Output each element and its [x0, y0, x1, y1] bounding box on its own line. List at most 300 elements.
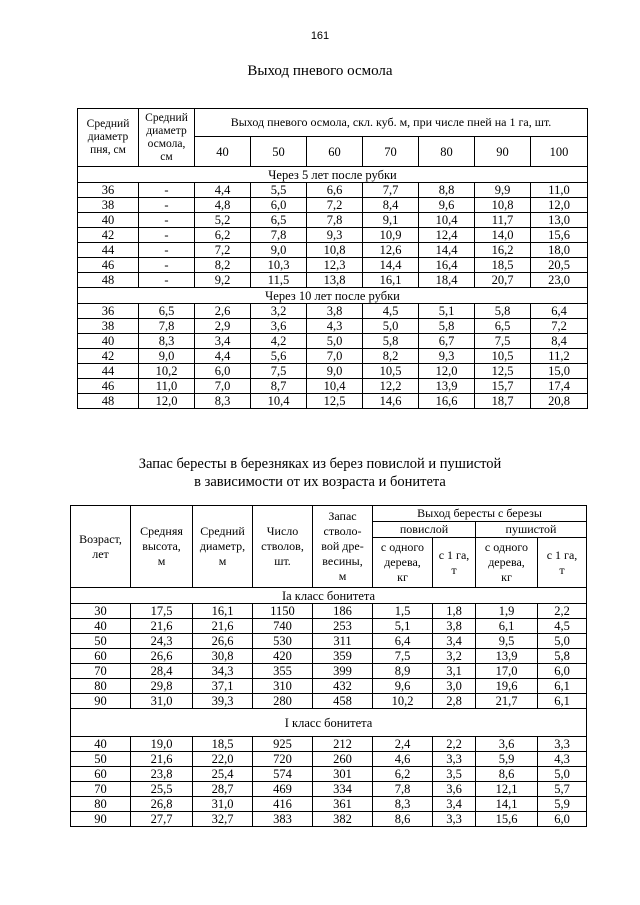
section-row	[71, 709, 587, 737]
table2-body	[71, 588, 587, 827]
table-cell: 12,4	[419, 228, 475, 243]
col-header-per-ha: с 1 га, т	[433, 538, 476, 588]
table-cell: 458	[313, 694, 373, 709]
table-cell: 9,3	[419, 349, 475, 364]
table-cell: 6,2	[195, 228, 251, 243]
table-cell: 11,0	[531, 183, 588, 198]
table-cell: 5,8	[419, 319, 475, 334]
table-cell: 12,6	[363, 243, 419, 258]
table-cell: 15,7	[475, 379, 531, 394]
table-row	[71, 767, 587, 782]
table-row	[78, 394, 588, 409]
table-cell: 25,4	[193, 767, 253, 782]
table-cell: 13,8	[307, 273, 363, 288]
col-header-diameter: Средний диаметр, м	[193, 506, 253, 588]
table-cell: 740	[253, 619, 313, 634]
table-cell: 46	[78, 379, 139, 394]
table-cell: 46	[78, 258, 139, 273]
table-cell: 44	[78, 243, 139, 258]
count-header: 60	[307, 137, 363, 167]
table-cell: 311	[313, 634, 373, 649]
table-row	[78, 364, 588, 379]
table-cell: 48	[78, 394, 139, 409]
col-header-stump-diameter: Средний диаметр пня, см	[78, 109, 139, 167]
stump-resin-table	[77, 108, 588, 409]
group-header-resin-yield: Выход пневого осмола, скл. куб. м, при числе пней на 1 га, шт.	[195, 109, 588, 137]
table-row	[78, 198, 588, 213]
table-cell: 40	[71, 737, 131, 752]
table-cell: 9,0	[251, 243, 307, 258]
table-row	[78, 349, 588, 364]
subheader-povislaya: повислой	[373, 522, 476, 538]
table-cell: 8,3	[195, 394, 251, 409]
table-cell: 432	[313, 679, 373, 694]
table-cell: 25,5	[131, 782, 193, 797]
table-cell: 6,7	[419, 334, 475, 349]
table-cell: 7,5	[251, 364, 307, 379]
table-cell: 7,8	[373, 782, 433, 797]
table-row	[71, 694, 587, 709]
table-cell: 37,1	[193, 679, 253, 694]
table-cell: 21,6	[131, 619, 193, 634]
table-cell: 1,8	[433, 604, 476, 619]
table-cell: 6,5	[251, 213, 307, 228]
table-cell: 2,6	[195, 304, 251, 319]
table-cell: 80	[71, 797, 131, 812]
table-cell: 5,8	[363, 334, 419, 349]
table-cell: 10,4	[419, 213, 475, 228]
table-row	[71, 679, 587, 694]
table-cell: 8,6	[476, 767, 538, 782]
page-number: 161	[310, 30, 330, 42]
col-header-per-tree: с одного дерева, кг	[373, 538, 433, 588]
table-row	[71, 619, 587, 634]
count-header: 80	[419, 137, 475, 167]
col-header-resin-diameter: Средний диаметр осмола, см	[139, 109, 195, 167]
table-cell: 6,0	[251, 198, 307, 213]
table-cell: 20,5	[531, 258, 588, 273]
table-cell: 7,5	[373, 649, 433, 664]
table-cell: 6,6	[307, 183, 363, 198]
table-cell: 3,0	[433, 679, 476, 694]
table-cell: 9,0	[307, 364, 363, 379]
table-cell: 5,8	[538, 649, 587, 664]
col-header-per-tree: с одного дерева, кг	[476, 538, 538, 588]
table-cell: 8,3	[373, 797, 433, 812]
table-cell: 5,1	[373, 619, 433, 634]
table-cell: 10,5	[363, 364, 419, 379]
table-cell: 24,3	[131, 634, 193, 649]
table-cell: 11,7	[475, 213, 531, 228]
table-cell: -	[139, 243, 195, 258]
table-cell: 14,4	[419, 243, 475, 258]
table-cell: 8,4	[531, 334, 588, 349]
table-cell: 10,4	[307, 379, 363, 394]
table-cell: 14,1	[476, 797, 538, 812]
table-cell: 3,2	[251, 304, 307, 319]
table-cell: 2,9	[195, 319, 251, 334]
table-cell: 334	[313, 782, 373, 797]
table-cell: 260	[313, 752, 373, 767]
table-cell: 11,5	[251, 273, 307, 288]
col-header-age: Возраст, лет	[71, 506, 131, 588]
table-row	[78, 379, 588, 394]
table-cell: 21,6	[131, 752, 193, 767]
table-cell: 6,4	[373, 634, 433, 649]
table-cell: 7,8	[307, 213, 363, 228]
table-cell: -	[139, 183, 195, 198]
table-row	[71, 649, 587, 664]
table-cell: 27,7	[131, 812, 193, 827]
table-cell: 6,5	[139, 304, 195, 319]
table-cell: 34,3	[193, 664, 253, 679]
table-cell: 12,3	[307, 258, 363, 273]
table-cell: 5,1	[419, 304, 475, 319]
table-cell: 310	[253, 679, 313, 694]
table-cell: 3,1	[433, 664, 476, 679]
table-cell: 280	[253, 694, 313, 709]
table-cell: 38	[78, 319, 139, 334]
table-cell: 20,7	[475, 273, 531, 288]
table-cell: 9,2	[195, 273, 251, 288]
table-cell: 530	[253, 634, 313, 649]
table-cell: 12,5	[307, 394, 363, 409]
table-cell: 38	[78, 198, 139, 213]
table-cell: 18,7	[475, 394, 531, 409]
col-header-wood-stock: Запас стволо- вой дре- весины, м	[313, 506, 373, 588]
col-header-per-ha: с 1 га, т	[538, 538, 587, 588]
table-cell: 4,2	[251, 334, 307, 349]
table-cell: 4,3	[307, 319, 363, 334]
table-cell: -	[139, 213, 195, 228]
table-cell: 90	[71, 812, 131, 827]
table-cell: 50	[71, 752, 131, 767]
table-cell: 8,7	[251, 379, 307, 394]
table-cell: 7,2	[307, 198, 363, 213]
table-cell: 23,8	[131, 767, 193, 782]
col-header-height: Средняя высота, м	[131, 506, 193, 588]
table-cell: 1,9	[476, 604, 538, 619]
table-cell: 8,9	[373, 664, 433, 679]
table-cell: 9,1	[363, 213, 419, 228]
table-cell: 11,2	[531, 349, 588, 364]
table-cell: 361	[313, 797, 373, 812]
table-cell: 399	[313, 664, 373, 679]
count-header: 40	[195, 137, 251, 167]
section-row	[71, 588, 587, 604]
table-cell: 30	[71, 604, 131, 619]
table-cell: 8,3	[139, 334, 195, 349]
table-cell: 469	[253, 782, 313, 797]
table-cell: 3,3	[433, 752, 476, 767]
table-cell: 15,6	[531, 228, 588, 243]
table-cell: 7,2	[531, 319, 588, 334]
table-cell: 14,6	[363, 394, 419, 409]
table-cell: 80	[71, 679, 131, 694]
table-cell: 70	[71, 664, 131, 679]
table-row	[78, 319, 588, 334]
table-cell: 16,2	[475, 243, 531, 258]
table-cell: 10,4	[251, 394, 307, 409]
table-cell: 10,8	[475, 198, 531, 213]
table-cell: 6,5	[475, 319, 531, 334]
table-cell: 10,9	[363, 228, 419, 243]
table-cell: 3,3	[433, 812, 476, 827]
table-cell: 9,3	[307, 228, 363, 243]
table-cell: 10,3	[251, 258, 307, 273]
table-cell: 15,6	[476, 812, 538, 827]
table-cell: 4,8	[195, 198, 251, 213]
table-cell: 2,2	[433, 737, 476, 752]
table-cell: 2,2	[538, 604, 587, 619]
table1-title: Выход пневого осмола	[247, 63, 393, 79]
table-cell: 14,4	[363, 258, 419, 273]
table-cell: 70	[71, 782, 131, 797]
table-row	[71, 752, 587, 767]
table-cell: 186	[313, 604, 373, 619]
table-row	[71, 664, 587, 679]
table-cell: 12,2	[363, 379, 419, 394]
table-cell: 416	[253, 797, 313, 812]
table-cell: 31,0	[193, 797, 253, 812]
table-row	[78, 334, 588, 349]
table-cell: 3,4	[433, 797, 476, 812]
table-cell: 5,7	[538, 782, 587, 797]
table-row	[78, 273, 588, 288]
table-cell: 8,6	[373, 812, 433, 827]
table-row	[71, 797, 587, 812]
table-cell: 16,1	[193, 604, 253, 619]
table-cell: 15,0	[531, 364, 588, 379]
count-header: 70	[363, 137, 419, 167]
table-cell: 3,8	[307, 304, 363, 319]
table-cell: 6,1	[538, 694, 587, 709]
table-cell: 3,3	[538, 737, 587, 752]
table-cell: 48	[78, 273, 139, 288]
table-cell: 382	[313, 812, 373, 827]
section-label: Через 5 лет после рубки	[78, 167, 588, 183]
table-cell: 5,9	[538, 797, 587, 812]
table-cell: 925	[253, 737, 313, 752]
table1-body	[78, 167, 588, 409]
table-cell: 19,6	[476, 679, 538, 694]
section-label: Iа класс бонитета	[71, 588, 587, 604]
table-cell: 3,5	[433, 767, 476, 782]
table-row	[78, 258, 588, 273]
table-cell: 12,0	[419, 364, 475, 379]
table-cell: 301	[313, 767, 373, 782]
table-cell: 60	[71, 649, 131, 664]
table-cell: 4,3	[538, 752, 587, 767]
group-header-bark-yield: Выход бересты с березы	[373, 506, 587, 522]
table-cell: 13,0	[531, 213, 588, 228]
table-cell: 32,7	[193, 812, 253, 827]
table-cell: 7,0	[195, 379, 251, 394]
table-cell: 21,7	[476, 694, 538, 709]
table-cell: 31,0	[131, 694, 193, 709]
table-cell: 7,8	[139, 319, 195, 334]
table-cell: -	[139, 273, 195, 288]
table-cell: 2,4	[373, 737, 433, 752]
table-cell: 18,5	[475, 258, 531, 273]
table-cell: -	[139, 258, 195, 273]
table-cell: 28,7	[193, 782, 253, 797]
count-header: 50	[251, 137, 307, 167]
table-cell: 212	[313, 737, 373, 752]
col-header-stem-count: Число стволов, шт.	[253, 506, 313, 588]
section-label: I класс бонитета	[71, 709, 587, 737]
subheader-pushistaya: пушистой	[476, 522, 587, 538]
table-cell: 5,0	[538, 767, 587, 782]
table-cell: 36	[78, 183, 139, 198]
table-cell: 12,0	[531, 198, 588, 213]
table-cell: 18,0	[531, 243, 588, 258]
table-row	[78, 243, 588, 258]
table-cell: 5,2	[195, 213, 251, 228]
table-cell: 3,6	[476, 737, 538, 752]
table-cell: 40	[71, 619, 131, 634]
table-row	[71, 812, 587, 827]
table-cell: 7,5	[475, 334, 531, 349]
table-cell: 6,2	[373, 767, 433, 782]
table-cell: 4,6	[373, 752, 433, 767]
table-cell: 383	[253, 812, 313, 827]
table-cell: 720	[253, 752, 313, 767]
table-cell: 16,4	[419, 258, 475, 273]
table-cell: 21,6	[193, 619, 253, 634]
table-cell: 253	[313, 619, 373, 634]
table-cell: 39,3	[193, 694, 253, 709]
table-row	[78, 304, 588, 319]
table-cell: 10,2	[373, 694, 433, 709]
table-cell: 20,8	[531, 394, 588, 409]
table-cell: 22,0	[193, 752, 253, 767]
table-cell: 6,0	[538, 664, 587, 679]
table-row	[78, 213, 588, 228]
table-cell: 4,4	[195, 349, 251, 364]
table-row	[71, 782, 587, 797]
table-cell: 5,0	[307, 334, 363, 349]
table-cell: 9,5	[476, 634, 538, 649]
count-header: 90	[475, 137, 531, 167]
table-cell: 8,8	[419, 183, 475, 198]
table-row	[78, 183, 588, 198]
table-cell: 10,5	[475, 349, 531, 364]
table-cell: 26,8	[131, 797, 193, 812]
section-row	[78, 167, 588, 183]
table-cell: 13,9	[419, 379, 475, 394]
table-cell: 5,5	[251, 183, 307, 198]
table-cell: 420	[253, 649, 313, 664]
table-cell: 9,6	[419, 198, 475, 213]
table-cell: 50	[71, 634, 131, 649]
table-cell: -	[139, 228, 195, 243]
table-cell: 6,0	[195, 364, 251, 379]
table-cell: 26,6	[131, 649, 193, 664]
table-cell: 17,5	[131, 604, 193, 619]
table-cell: 30,8	[193, 649, 253, 664]
table-row	[71, 737, 587, 752]
table-cell: 9,0	[139, 349, 195, 364]
table-cell: 1,5	[373, 604, 433, 619]
table-cell: 23,0	[531, 273, 588, 288]
table-cell: 17,0	[476, 664, 538, 679]
table-cell: 10,8	[307, 243, 363, 258]
table-cell: 60	[71, 767, 131, 782]
table-cell: 13,9	[476, 649, 538, 664]
table-cell: 3,4	[195, 334, 251, 349]
count-header: 100	[531, 137, 588, 167]
table-cell: 18,5	[193, 737, 253, 752]
table-cell: 4,5	[538, 619, 587, 634]
table-cell: 7,2	[195, 243, 251, 258]
table-cell: 8,2	[195, 258, 251, 273]
table-cell: 6,1	[476, 619, 538, 634]
table-cell: 1150	[253, 604, 313, 619]
table-cell: 5,9	[476, 752, 538, 767]
table-cell: 9,6	[373, 679, 433, 694]
table-cell: 11,0	[139, 379, 195, 394]
table-cell: 16,1	[363, 273, 419, 288]
table-cell: 16,6	[419, 394, 475, 409]
table-cell: 40	[78, 213, 139, 228]
table-cell: 3,6	[433, 782, 476, 797]
table-cell: 10,2	[139, 364, 195, 379]
table-cell: 5,8	[475, 304, 531, 319]
table-row	[71, 634, 587, 649]
table-cell: 26,6	[193, 634, 253, 649]
table-cell: 3,8	[433, 619, 476, 634]
section-row	[78, 288, 588, 304]
section-label: Через 10 лет после рубки	[78, 288, 588, 304]
table-cell: 12,5	[475, 364, 531, 379]
table-cell: 9,9	[475, 183, 531, 198]
table-row	[71, 604, 587, 619]
table-cell: 18,4	[419, 273, 475, 288]
table-cell: 28,4	[131, 664, 193, 679]
table-cell: 5,0	[538, 634, 587, 649]
table-cell: 29,8	[131, 679, 193, 694]
table-cell: 12,1	[476, 782, 538, 797]
table-cell: 8,2	[363, 349, 419, 364]
table-cell: 7,8	[251, 228, 307, 243]
table-cell: 4,4	[195, 183, 251, 198]
table-cell: 36	[78, 304, 139, 319]
table-cell: 7,0	[307, 349, 363, 364]
table-cell: 3,2	[433, 649, 476, 664]
table-cell: 2,8	[433, 694, 476, 709]
table-cell: 574	[253, 767, 313, 782]
table-cell: 14,0	[475, 228, 531, 243]
table-cell: 17,4	[531, 379, 588, 394]
table-cell: 6,1	[538, 679, 587, 694]
table-cell: 5,0	[363, 319, 419, 334]
table-cell: 44	[78, 364, 139, 379]
table-cell: 90	[71, 694, 131, 709]
table-cell: 42	[78, 228, 139, 243]
table-cell: -	[139, 198, 195, 213]
table-cell: 19,0	[131, 737, 193, 752]
table-row	[78, 228, 588, 243]
table-cell: 7,7	[363, 183, 419, 198]
table-cell: 359	[313, 649, 373, 664]
table-cell: 3,6	[251, 319, 307, 334]
table-cell: 8,4	[363, 198, 419, 213]
table-cell: 5,6	[251, 349, 307, 364]
table-cell: 6,4	[531, 304, 588, 319]
table-cell: 40	[78, 334, 139, 349]
table2-title: Запас бересты в березняках из берез повислой и пушистой в зависимости от их возраста и бонитета	[138, 456, 502, 490]
